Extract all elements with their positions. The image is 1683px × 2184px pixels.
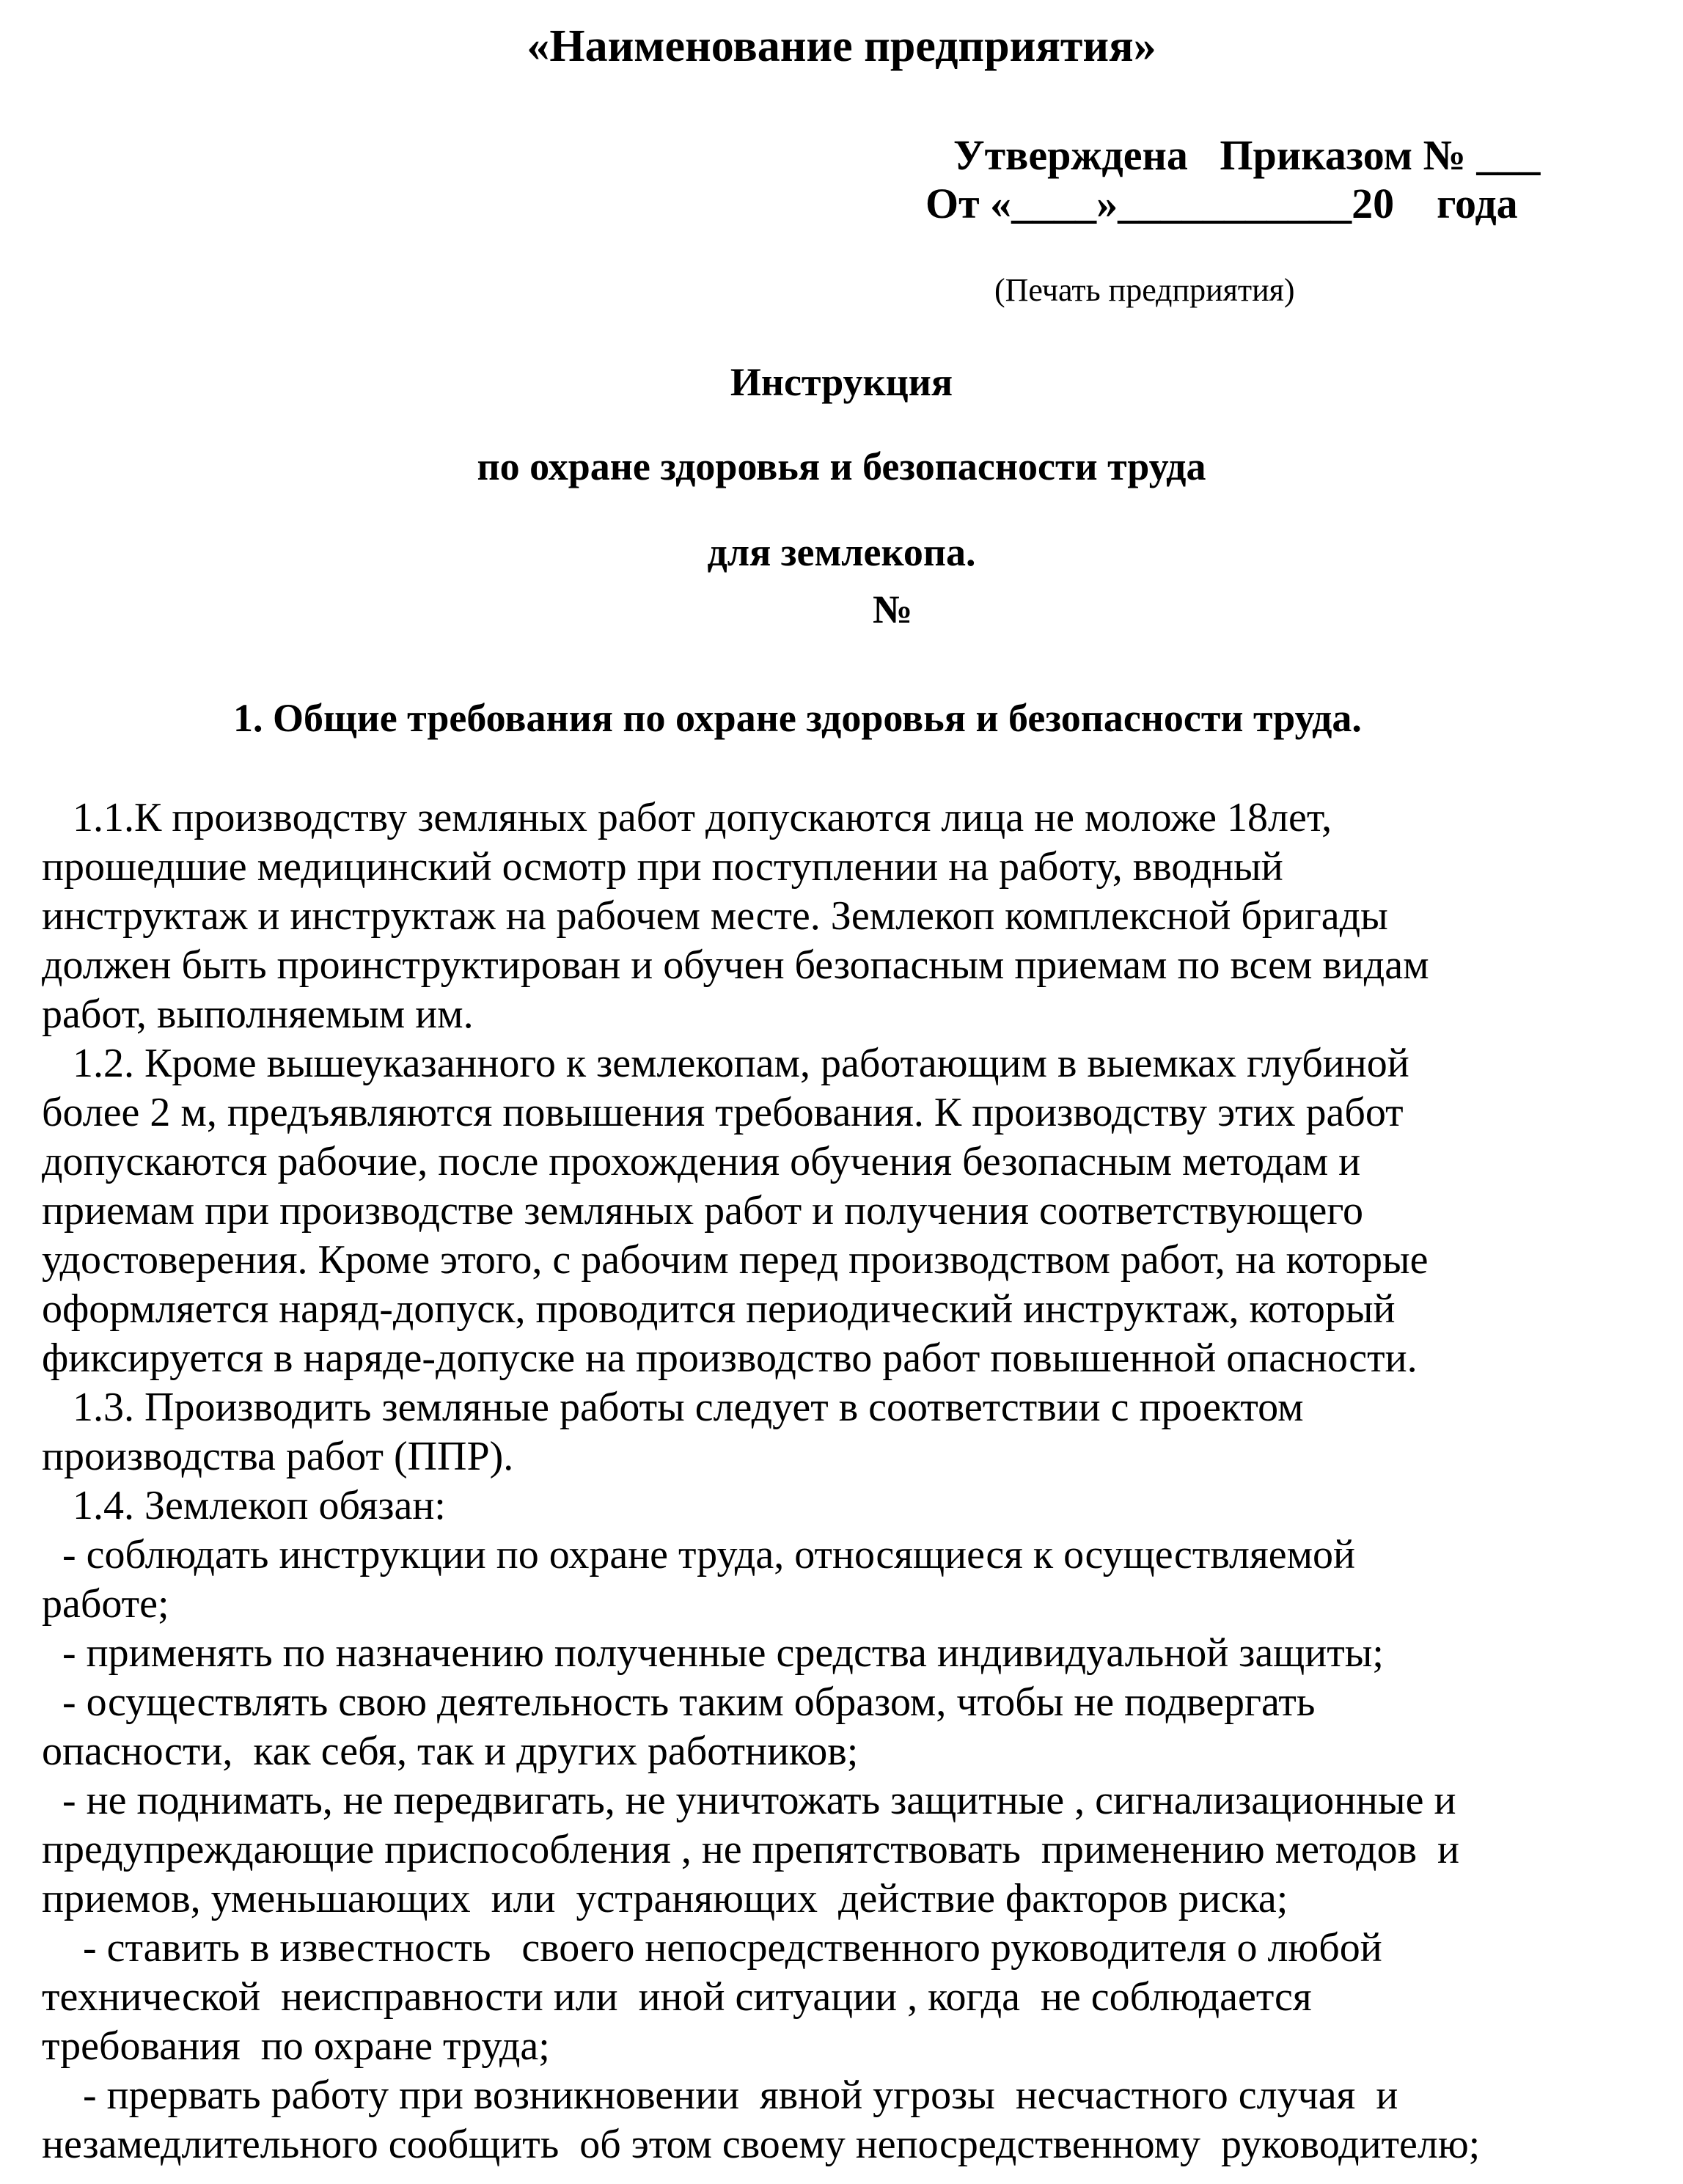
body-line: работе;: [42, 1581, 169, 1627]
body-line: - прервать работу при возникновении явной угрозы несчастного случая и: [42, 2073, 1398, 2118]
body-line: прошедшие медицинский осмотр при поступлении на работу, вводный: [42, 844, 1283, 890]
body-line: более 2 м, предъявляются повышения требования. К производству этих работ: [42, 1090, 1404, 1135]
body-line: технической неисправности или иной ситуации , когда не соблюдается: [42, 1974, 1312, 2020]
body-line: удостоверения. Кроме этого, с рабочим перед производством работ, на которые: [42, 1237, 1429, 1283]
approval-order-line: Утверждена Приказом № ___: [953, 131, 1541, 179]
body-line: инструктаж и инструктаж на рабочем месте. Землекоп комплексной бригады: [42, 893, 1388, 939]
document-title: Инструкция: [730, 360, 953, 404]
section-1-body: [42, 794, 1648, 2169]
stamp-note: (Печать предприятия): [994, 272, 1295, 308]
body-line: - осуществлять свою деятельность таким образом, чтобы не подвергать: [42, 1679, 1316, 1725]
body-line: допускаются рабочие, после прохождения обучения безопасным методам и: [42, 1139, 1361, 1184]
body-line: приемам при производстве земляных работ и получения соответствующего: [42, 1188, 1363, 1234]
body-line: - ставить в известность своего непосредственного руководителя о любой: [42, 1925, 1382, 1971]
body-line: производства работ (ППР).: [42, 1434, 514, 1479]
body-line: оформляется наряд-допуск, проводится периодический инструктаж, который: [42, 1286, 1396, 1332]
approval-date-line: От «____»___________20 года: [925, 180, 1518, 227]
document-number-sign: №: [873, 587, 913, 631]
body-line: работ, выполняемым им.: [42, 992, 474, 1037]
body-line: 1.4. Землекоп обязан:: [42, 1483, 446, 1528]
body-line: 1.2. Кроме вышеуказанного к землекопам, работающим в выемках глубиной: [42, 1041, 1409, 1086]
body-line: - соблюдать инструкции по охране труда, относящиеся к осуществляемой: [42, 1532, 1356, 1577]
body-line: предупреждающие приспособления , не препятствовать применению методов и: [42, 1827, 1460, 1872]
body-line: приемов, уменьшающих или устраняющих действие факторов риска;: [42, 1876, 1288, 1921]
body-line: должен быть проинструктирован и обучен безопасным приемам по всем видам: [42, 942, 1429, 988]
document-subtitle: по охране здоровья и безопасности труда: [477, 444, 1206, 488]
body-line: незамедлительного сообщить об этом своему непосредственному руководителю;: [42, 2122, 1481, 2167]
body-line: требования по охране труда;: [42, 2023, 550, 2069]
body-line: - применять по назначению полученные средства индивидуальной защиты;: [42, 1630, 1384, 1676]
body-line: 1.3. Производить земляные работы следует в соответствии с проектом: [42, 1385, 1304, 1430]
body-line: 1.1.К производству земляных работ допускаются лица не моложе 18лет,: [42, 795, 1332, 840]
body-line: фиксируется в наряде-допуске на производство работ повышенной опасности.: [42, 1335, 1418, 1381]
body-line: - не поднимать, не передвигать, не уничтожать защитные , сигнализационные и: [42, 1778, 1456, 1823]
document-profession: для землекопа.: [707, 530, 976, 574]
section-1-heading: 1. Общие требования по охране здоровья и безопасности труда.: [233, 696, 1362, 740]
company-name: «Наименование предприятия»: [527, 21, 1156, 71]
body-line: опасности, как себя, так и других работников;: [42, 1729, 859, 1774]
